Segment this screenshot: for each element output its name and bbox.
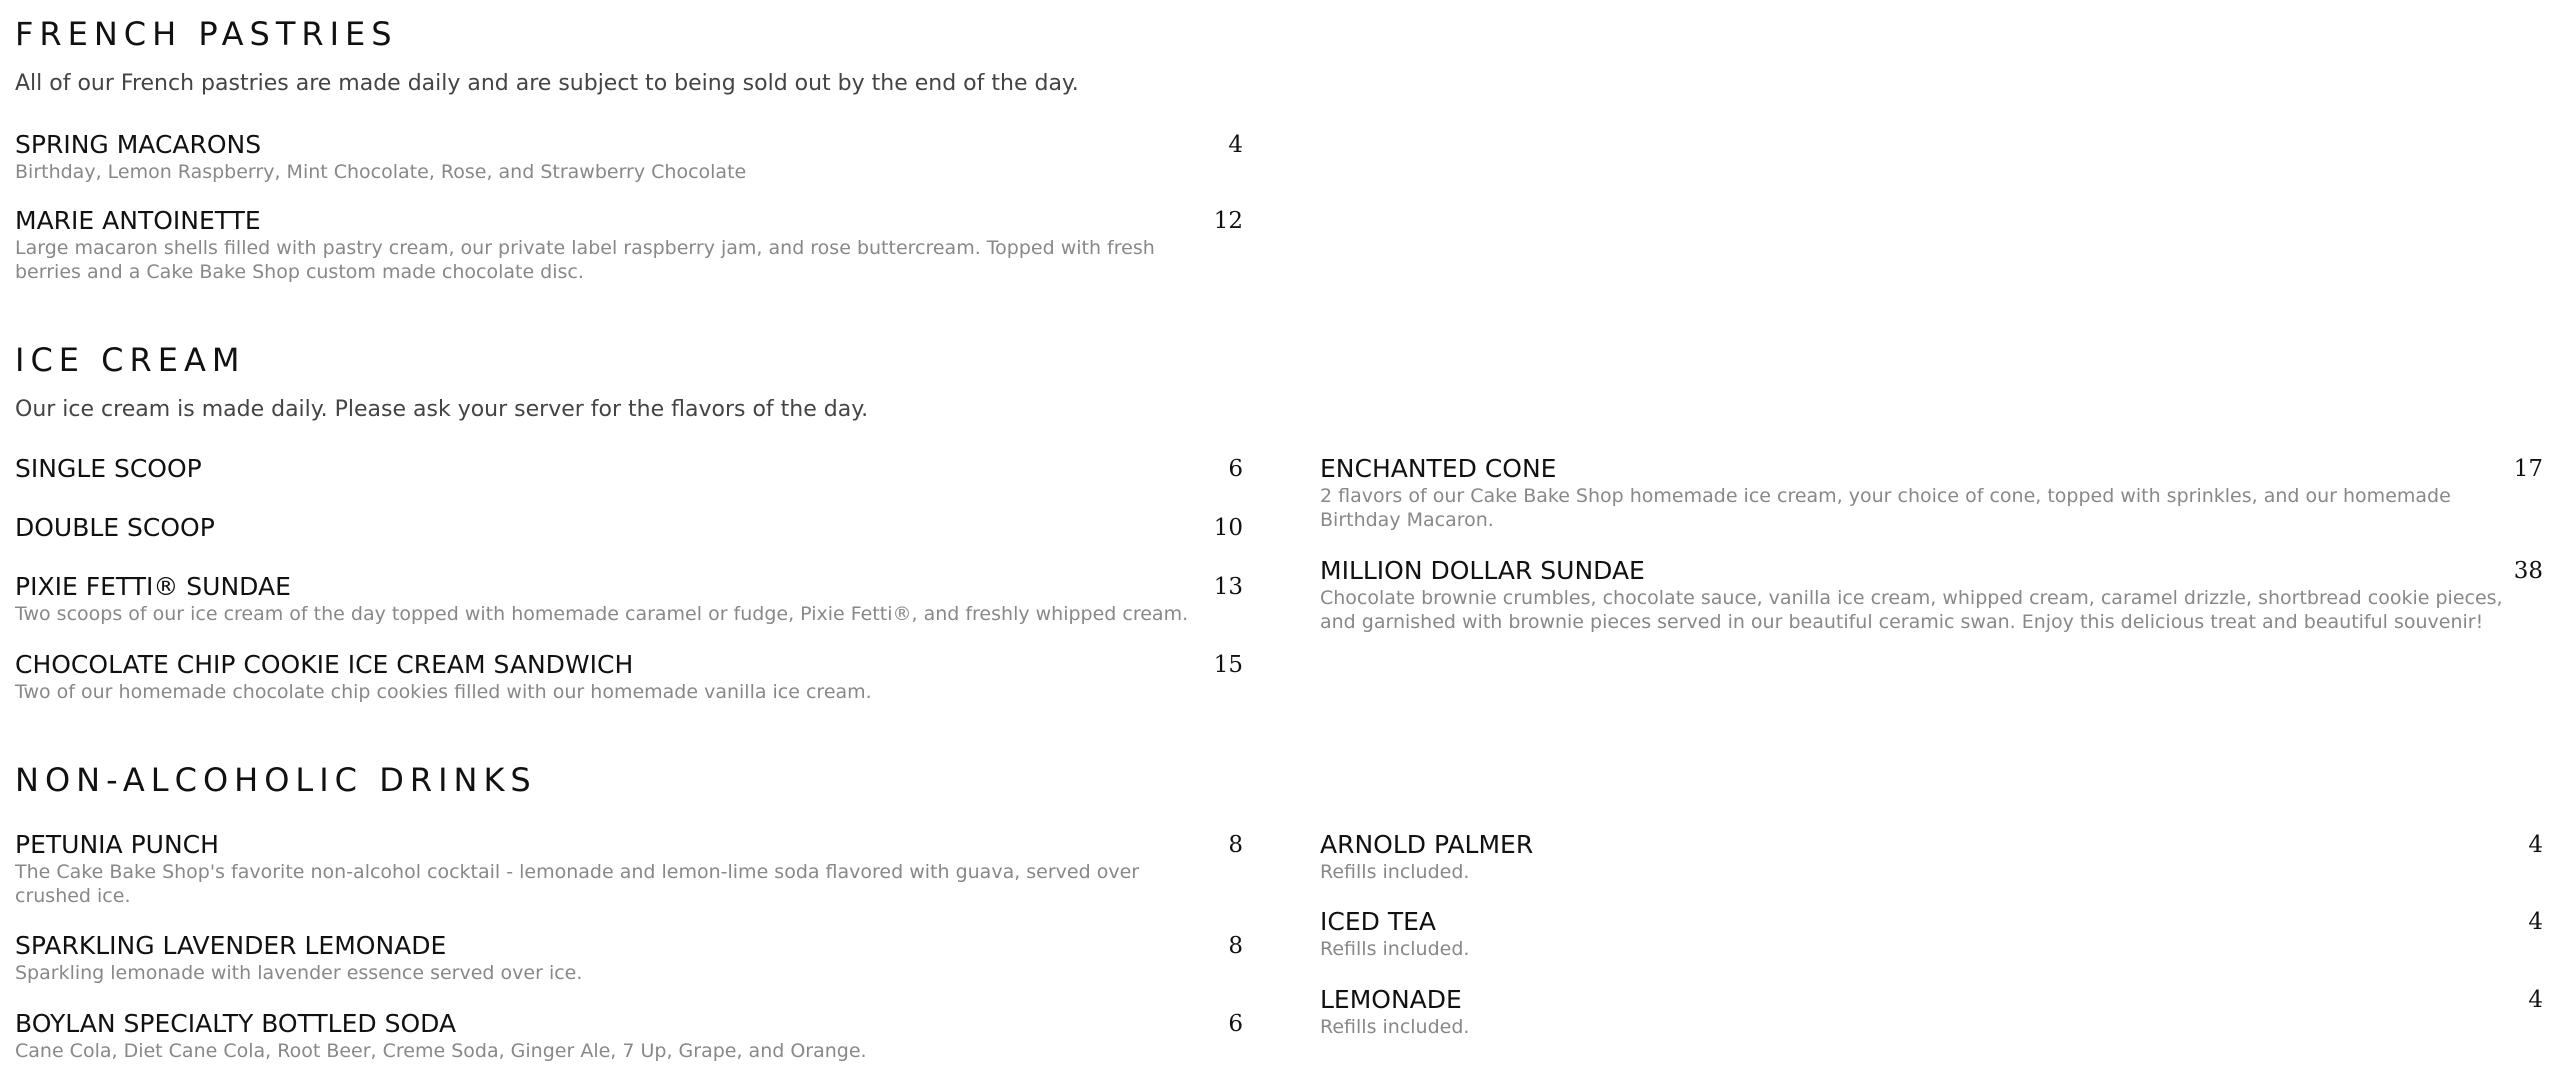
menu-item [1320,830,2545,884]
menu-item-description: Refills included. [1320,938,1470,960]
menu-item-price: 4 [2528,909,2543,935]
menu-item-description: Two of our homemade chocolate chip cookies filled with our homemade vanilla ice cream. [15,681,872,703]
menu-item-price: 12 [1213,208,1243,234]
menu-item [15,1009,1245,1063]
menu-item-description: Birthday, Lemon Raspberry, Mint Chocolate, Rose, and Strawberry Chocolate [15,161,747,183]
menu-item-price: 13 [1213,574,1243,600]
menu-item-description: Large macaron shells filled with pastry cream, our private label raspberry jam, and rose buttercream. Topped with fresh berries and a Cake Bake Shop custom made chocolate disc. [15,237,1155,283]
menu-item-name: MILLION DOLLAR SUNDAE [1320,556,1645,585]
menu-item-description: Sparkling lemonade with lavender essence served over ice. [15,962,583,984]
menu-item-description: The Cake Bake Shop's favorite non-alcohol cocktail - lemonade and lemon-lime soda flavored with guava, served over crushed ice. [15,861,1140,907]
section-non-alcoholic-drinks [15,760,2545,1062]
menu-item-name: BOYLAN SPECIALTY BOTTLED SODA [15,1009,457,1038]
menu-item-description: Cane Cola, Diet Cane Cola, Root Beer, Creme Soda, Ginger Ale, 7 Up, Grape, and Orange. [15,1040,867,1062]
menu-item [1320,454,2545,532]
menu-item [15,454,1245,484]
menu-item-name: ARNOLD PALMER [1320,830,1534,859]
section-intro: All of our French pastries are made daily and are subject to being sold out by the end of the day. [15,71,1079,96]
menu-item [15,130,1245,184]
menu-item-price: 4 [2528,832,2543,858]
menu-item-name: CHOCOLATE CHIP COOKIE ICE CREAM SANDWICH [15,650,634,679]
menu-item [15,513,1245,543]
section-french-pastries [15,14,2545,283]
section-intro: Our ice cream is made daily. Please ask your server for the flavors of the day. [15,397,869,422]
menu-item-description: Two scoops of our ice cream of the day topped with homemade caramel or fudge, Pixie Fetti®, and freshly whipped cream. [15,603,1189,625]
menu-item-name: PETUNIA PUNCH [15,830,219,859]
menu-item-description: 2 flavors of our Cake Bake Shop homemade ice cream, your choice of cone, topped with sprinkles, and our homemade Birthday Macaron. [1320,485,2451,531]
menu-item [1320,985,2545,1039]
menu-item-price: 4 [2528,987,2543,1013]
menu-item-name: MARIE ANTOINETTE [15,206,261,235]
menu-item-price: 38 [2513,558,2543,584]
menu-item-name: SPRING MACARONS [15,130,262,159]
section-title: ICE CREAM [15,341,246,379]
menu-item-name: SPARKLING LAVENDER LEMONADE [15,931,447,960]
menu-item-price: 15 [1213,652,1243,678]
menu-item-description: Chocolate brownie crumbles, chocolate sauce, vanilla ice cream, whipped cream, caramel drizzle, shortbread cookie pieces, and garnished with brownie pieces served in our beautiful ceramic swan. Enjoy this delicious treat and beautiful souvenir! [1320,587,2503,633]
menu-item-price: 8 [1228,933,1243,959]
menu-item-name: LEMONADE [1320,985,1462,1014]
section-title: NON-ALCOHOLIC DRINKS [15,761,537,799]
menu-item [1320,907,2545,961]
menu-item [15,206,1245,284]
menu-item [1320,556,2545,634]
menu-item-name: PIXIE FETTI® SUNDAE [15,572,291,601]
menu-item-price: 10 [1213,515,1243,541]
menu-item-name: SINGLE SCOOP [15,454,202,483]
section-ice-cream [15,340,2545,703]
menu-item-description: Refills included. [1320,861,1470,883]
menu-item-price: 17 [2513,456,2543,482]
menu-item [15,572,1245,626]
section-title: FRENCH PASTRIES [15,15,398,53]
menu-item-name: ENCHANTED CONE [1320,454,1557,483]
menu-item-name: ICED TEA [1320,907,1436,936]
menu-item [15,650,1245,704]
menu-item [15,830,1245,908]
menu-item-price: 8 [1228,832,1243,858]
menu-item-name: DOUBLE SCOOP [15,513,215,542]
menu-item-description: Refills included. [1320,1016,1470,1038]
menu-item-price: 6 [1228,1011,1243,1037]
menu-item-price: 6 [1228,456,1243,482]
menu-item [15,931,1245,985]
menu-item-price: 4 [1228,132,1243,158]
